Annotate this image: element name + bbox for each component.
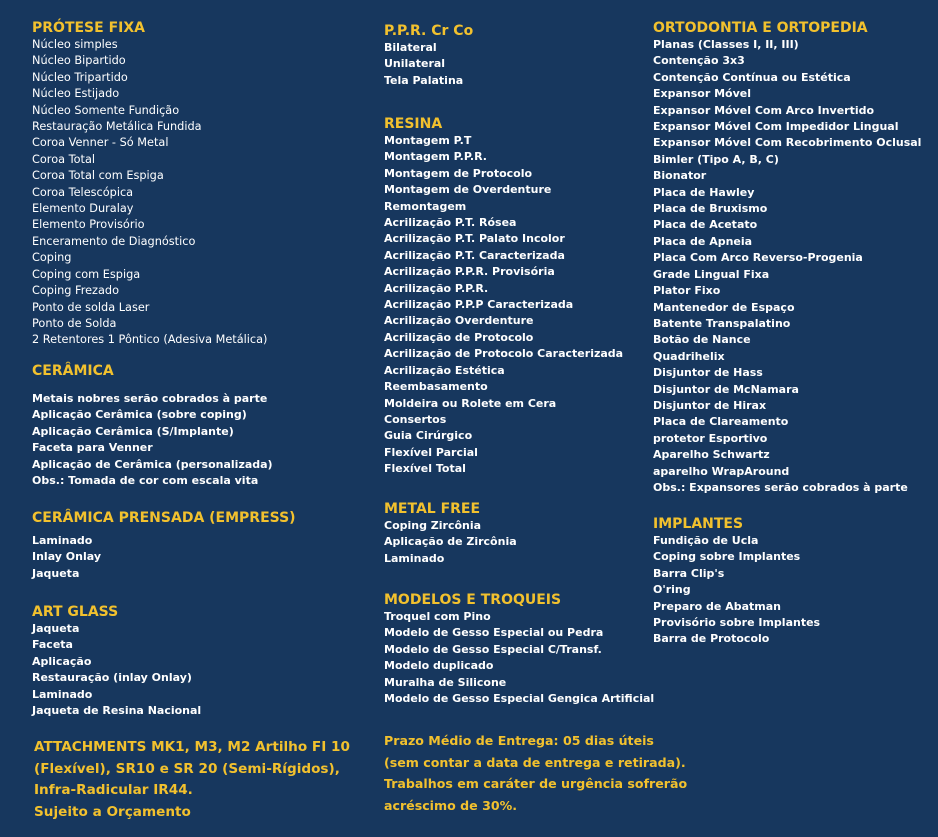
item-list [32,533,296,582]
list-item: Restauração Metálica Fundida [32,120,202,134]
list-item: Coping Zircônia [384,519,482,532]
list-item: Jaqueta [32,622,80,635]
section-title: PRÓTESE FIXA [32,20,145,36]
list-item: Núcleo Somente Fundição [32,103,180,117]
list-item: Montagem de Protocolo [384,166,533,180]
attachments-line: Sujeito a Orçamento [34,803,191,820]
list-item: Montagem P.T [384,134,472,147]
list-item: Coping com Espiga [32,267,141,281]
section-title: ORTODONTIA E ORTOPEDIA [653,20,868,36]
list-item: Obs.: Expansores serão cobrados à parte [653,480,908,494]
list-item: Coroa Total [32,152,96,166]
list-item: Coping [32,251,72,265]
list-item: Acrilização P.P.R. [384,281,489,295]
list-item: Aplicação [32,654,92,668]
list-item: Muralha de Silicone [384,675,507,689]
list-item: Laminado [384,551,445,565]
list-item: Tela Palatina [384,73,464,87]
item-list [384,40,473,89]
list-item: Montagem de Overdenture [384,183,552,197]
item-list [32,621,201,719]
list-item: Barra de Protocolo [653,632,770,646]
list-item: Remontagem [384,199,467,213]
list-item: Flexível Parcial [384,445,478,459]
list-item: Placa de Acetato [653,218,758,232]
item-list [32,37,267,349]
list-item: Jaqueta [32,566,80,580]
list-item: Acrilização Estética [384,363,505,377]
section-ceramica-prensada [32,509,296,582]
list-item: Contenção 3x3 [653,54,745,68]
prazo-line: acréscimo de 30%. [384,797,518,813]
list-item: Planas (Classes I, II, III) [653,38,799,51]
section-modelos [384,591,654,707]
list-item: Modelo de Gesso Especial ou Pedra [384,626,604,640]
list-item: Acrilização Overdenture [384,314,534,328]
item-list [384,518,517,567]
list-item: Placa de Hawley [653,185,755,199]
list-item: Montagem P.P.R. [384,150,487,164]
attachments-line: (Flexível), SR10 e SR 20 (Semi-Rígidos), [34,760,340,777]
list-item: Coroa Total com Espiga [32,169,164,183]
item-list [384,133,623,478]
list-item: Botão de Nance [653,333,751,347]
list-item: Provisório sobre Implantes [653,616,821,630]
section-metal-free [384,500,517,567]
list-item: Placa de Apneia [653,234,753,248]
list-item: 2 Retentores 1 Pôntico (Adesiva Metálica) [32,333,268,347]
list-item: Placa Com Arco Reverso-Progenia [653,251,863,265]
list-item: Acrilização P.T. Rósea [384,216,517,230]
section-title: CERÂMICA [32,363,114,379]
list-item: Coroa Telescópica [32,185,134,199]
item-list [653,37,921,496]
list-item: Contenção Contínua ou Estética [653,70,851,84]
list-item: Disjuntor de Hass [653,366,763,380]
list-item: Placa de Bruxismo [653,202,768,216]
section-title: RESINA [384,116,443,132]
list-item: Disjuntor de McNamara [653,382,799,396]
list-item: Núcleo Estijado [32,87,120,101]
list-item: Ponto de Solda [32,316,117,330]
list-item: Acrilização P.T. Palato Incolor [384,232,565,246]
list-item: Flexível Total [384,462,466,476]
item-list [32,391,273,489]
list-item: Bionator [653,169,707,183]
section-title: P.P.R. Cr Co [384,23,474,39]
list-item: Faceta para Venner [32,441,153,455]
list-item: Consertos [384,412,447,426]
section-implantes [653,515,820,648]
list-item: Laminado [32,534,93,547]
attachments-note [34,737,350,823]
list-item: Metais nobres serão cobrados à parte [32,392,268,405]
list-item: Núcleo simples [32,38,118,51]
prazo-line: (sem contar a data de entrega e retirada). [384,754,686,770]
list-item: Troquel com Pino [384,610,491,623]
section-resina [384,115,623,478]
list-item: Acrilização de Protocolo [384,330,534,344]
attachments-line: Infra-Radicular IR44. [34,782,193,798]
list-item: Ponto de solda Laser [32,300,150,314]
list-item: Aplicação Cerâmica (S/Implante) [32,424,234,438]
list-item: Modelo de Gesso Especial C/Transf. [384,642,602,656]
prazo-line: Prazo Médio de Entrega: 05 dias úteis [384,733,654,748]
section-title: ART GLASS [32,604,119,620]
list-item: Acrilização P.P.R. Provisória [384,265,555,279]
item-list [384,609,654,707]
list-item: Acrilização P.P.P Caracterizada [384,298,574,312]
list-item: Coping sobre Implantes [653,550,801,564]
list-item: Preparo de Abatman [653,599,782,613]
list-item: Disjuntor de Hirax [653,398,767,412]
section-ceramica [32,362,273,489]
list-item: Aplicação de Zircônia [384,535,517,549]
list-item: O'ring [653,583,691,597]
list-item: Acrilização P.T. Caracterizada [384,248,565,262]
list-item: Aparelho Schwartz [653,448,770,462]
list-item: Coroa Venner - Só Metal [32,136,169,150]
list-item: Núcleo Bipartido [32,54,126,68]
list-item: Faceta [32,638,73,652]
list-item: protetor Esportivo [653,431,768,445]
section-title: CERÂMICA PRENSADA (EMPRESS) [32,510,296,526]
list-item: Plator Fixo [653,284,721,298]
section-protese-fixa [32,19,267,349]
prazo-note [384,730,687,816]
list-item: Laminado [32,687,93,701]
section-art-glass [32,603,201,719]
item-list [653,533,820,648]
list-item: Guia Cirúrgico [384,429,473,443]
list-item: Batente Transpalatino [653,316,791,330]
list-item: Acrilização de Protocolo Caracterizada [384,347,624,361]
list-item: Elemento Provisório [32,218,145,232]
list-item: Bilateral [384,41,437,54]
list-item: Aplicação de Cerâmica (personalizada) [32,457,273,471]
list-item: Reembasamento [384,380,488,394]
list-item: Coping Frezado [32,284,119,298]
list-item: Unilateral [384,57,446,71]
list-item: Elemento Duralay [32,202,134,216]
section-ppr [384,22,473,89]
list-item: Grade Lingual Fixa [653,267,770,281]
list-item: Inlay Onlay [32,550,101,564]
section-title: MODELOS E TROQUEIS [384,592,562,608]
list-item: Enceramento de Diagnóstico [32,234,196,248]
list-item: Núcleo Tripartido [32,70,128,84]
list-item: Fundição de Ucla [653,534,759,547]
section-title: IMPLANTES [653,516,744,532]
list-item: Obs.: Tomada de cor com escala vita [32,474,259,488]
list-item: Bimler (Tipo A, B, C) [653,152,779,166]
list-item: Moldeira ou Rolete em Cera [384,396,557,410]
list-item: Quadrihelix [653,349,725,363]
list-item: Expansor Móvel Com Arco Invertido [653,103,875,117]
list-item: Mantenedor de Espaço [653,300,795,314]
prazo-line: Trabalhos em caráter de urgência sofrerão [384,776,688,791]
list-item: Expansor Móvel Com Recobrimento Oclusal [653,136,922,150]
attachments-line: ATTACHMENTS MK1, M3, M2 Artilho FI 10 [34,739,350,755]
section-title: METAL FREE [384,501,481,517]
list-item: Restauração (inlay Onlay) [32,671,192,685]
list-item: Expansor Móvel Com Impedidor Lingual [653,120,899,134]
list-item: Modelo de Gesso Especial Gengica Artificial [384,692,655,706]
section-ortodontia [653,19,921,496]
list-item: Jaqueta de Resina Nacional [32,704,202,718]
list-item: Placa de Clareamento [653,415,789,429]
list-item: Barra Clip's [653,566,725,580]
list-item: aparelho WrapAround [653,464,790,478]
list-item: Expansor Móvel [653,87,752,101]
list-item: Modelo duplicado [384,659,494,673]
list-item: Aplicação Cerâmica (sobre coping) [32,408,247,422]
